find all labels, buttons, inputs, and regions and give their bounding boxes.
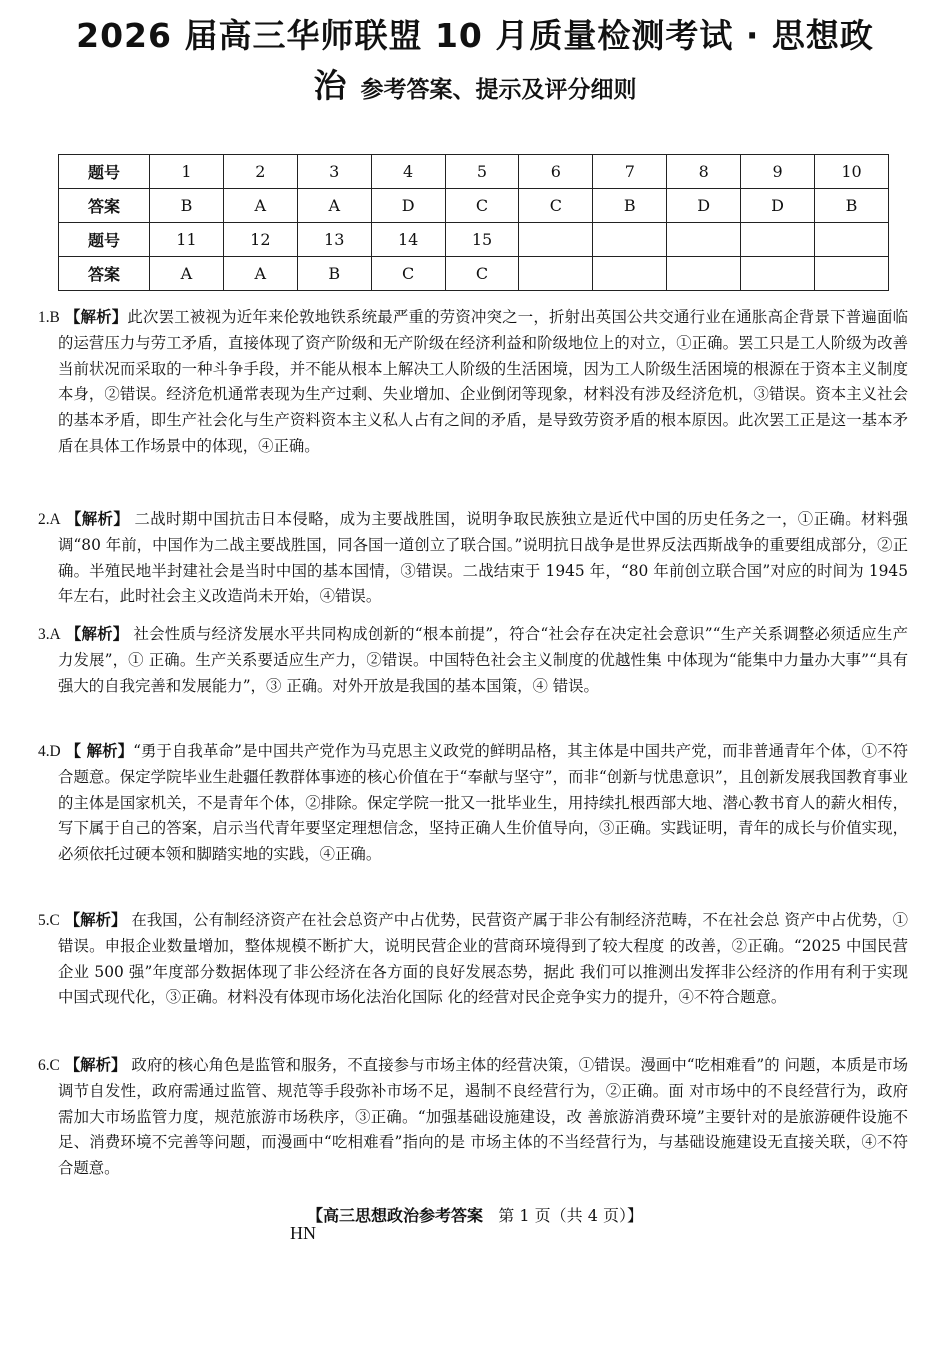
answer-cell: C	[445, 189, 519, 223]
explanation-4	[38, 739, 908, 868]
explanation-text: 政府的核心角色是监管和服务，不直接参与市场主体的经营决策，①错误。漫画中“吃相难看”的 问题，本质是市场调节自发性，政府需通过监管、规范等手段弥补市场不足，遏制不良经营行为，②正确。面 对市场中的不良经营行为，政府需加大市场监管力度，规范旅游市场秩序，③正确。“加强基础设施建设，改 善旅游消费环境”主要针对的是旅游硬件设施不足、消费环境不完善等问题，而漫画中“吃相难看”指向的是 市场主体的不当经营行为，与基础设施建设无直接关联，④不符合题意。	[58, 1056, 908, 1178]
answer-cell: B	[150, 189, 224, 223]
answer-cell	[815, 257, 889, 291]
question-label: 1.B	[38, 309, 60, 326]
explanation-text: 在我国，公有制经济资产在社会总资产中占优势，民营资产属于非公有制经济范畴，不在社会总 资产中占优势，①错误。申报企业数量增加，整体规模不断扩大，说明民营企业的营商环境得到了较大程度 的改善，②正确。“2025 中国民营企业 500 强”年度部分数据体现了非公经济在各方面的良好发展态势，据此 我们可以推测出发挥非公经济的作用有利于实现中国式现代化，③正确。材料没有体现市场化法治化国际 化的经营对民企竞争实力的提升，④不符合题意。	[58, 911, 908, 1007]
question-number	[741, 223, 815, 257]
answer-cell: C	[371, 257, 445, 291]
answer-cell: A	[150, 257, 224, 291]
table-row	[59, 189, 889, 223]
analysis-tag: 【解析】	[64, 911, 127, 929]
row-label: 题号	[59, 155, 150, 189]
analysis-tag: 【 解析】	[65, 742, 134, 760]
table-row	[59, 155, 889, 189]
question-number: 6	[519, 155, 593, 189]
page-title: 2026 届高三华师联盟 10 月质量检测考试 · 思想政	[76, 16, 874, 55]
question-number: 8	[667, 155, 741, 189]
question-label: 4.D	[38, 743, 61, 760]
answer-cell: A	[223, 257, 297, 291]
answer-cell: D	[741, 189, 815, 223]
answer-cell: A	[297, 189, 371, 223]
explanation-text: 二战时期中国抗击日本侵略，成为主要战胜国，说明争取民族独立是近代中国的历史任务之一，①正确。材料强调“80 年前，中国作为二战主要战胜国，同各国一道创立了联合国。”说明抗日战争是世界反法西斯战争的重要组成部分，②正确。半殖民地半封建社会是当时中国的基本国情，③错误。二战结束于 1945 年，“80 年前创立联合国”对应的时间为 1945 年左右，此时社会主义改造尚未开始，④错误。	[58, 510, 908, 606]
footer-label: 【高三思想政治参考答案	[307, 1206, 484, 1225]
question-number: 1	[150, 155, 224, 189]
answer-cell: B	[593, 189, 667, 223]
question-number: 4	[371, 155, 445, 189]
analysis-tag: 【解析】	[65, 510, 130, 528]
answer-cell: B	[297, 257, 371, 291]
question-label: 5.C	[38, 912, 60, 929]
row-label: 答案	[59, 257, 150, 291]
answer-table	[58, 154, 889, 291]
answer-cell	[519, 257, 593, 291]
question-number	[593, 223, 667, 257]
question-number: 13	[297, 223, 371, 257]
question-number: 7	[593, 155, 667, 189]
question-number: 11	[150, 223, 224, 257]
question-number	[667, 223, 741, 257]
question-label: 3.A	[38, 626, 61, 643]
row-label: 题号	[59, 223, 150, 257]
answer-cell: A	[223, 189, 297, 223]
explanation-text: “勇于自我革命”是中国共产党作为马克思主义政党的鲜明品格，其主体是中国共产党，而非普通青年个体，①不符合题意。保定学院毕业生赴疆任教群体事迹的核心价值在于“奉献与坚守”，而非“创新与忧患意识”，且创新发展我国教育事业的主体是国家机关，不是青年个体，②排除。保定学院一批又一批毕业生，用持续扎根西部大地、潜心教书育人的薪火相传，写下属于自己的答案，启示当代青年要坚定理想信念，坚持正确人生价值导向，③正确。实践证明，青年的成长与价值实现，必须依托过硬本领和脚踏实地的实践，④正确。	[58, 742, 908, 864]
explanation-text: 此次罢工被视为近年来伦敦地铁系统最严重的劳资冲突之一，折射出英国公共交通行业在通胀高企背景下普遍面临的运营压力与劳工矛盾，直接体现了资产阶级和无产阶级在经济利益和阶级地位上的对立，①正确。罢工只是工人阶级为改善当前状况而采取的一种斗争手段，并不能从根本上解决工人阶级的生活困境，因为工人阶级生活困境的根源在于资本主义制度本身，②错误。经济危机通常表现为生产过剩、失业增加、企业倒闭等现象，材料没有涉及经济危机，③错误。资本主义社会的基本矛盾，即生产社会化与生产资料资本主义私人占有之间的矛盾，是导致劳资矛盾的根本原因。此次罢工正是这一基本矛盾在具体工作场景中的体现，④正确。	[58, 308, 908, 455]
explanation-5	[38, 908, 908, 1011]
question-label: 6.C	[38, 1057, 60, 1074]
answer-cell: C	[445, 257, 519, 291]
table-row	[59, 223, 889, 257]
answer-cell: B	[815, 189, 889, 223]
answer-cell: D	[371, 189, 445, 223]
question-number	[519, 223, 593, 257]
analysis-tag: 【解析】	[65, 625, 129, 643]
question-number: 10	[815, 155, 889, 189]
question-number: 15	[445, 223, 519, 257]
analysis-tag: 【解析】	[64, 1056, 127, 1074]
question-number: 2	[223, 155, 297, 189]
page-footer	[0, 1204, 950, 1228]
answer-cell	[593, 257, 667, 291]
explanation-3	[38, 622, 908, 699]
question-number: 3	[297, 155, 371, 189]
question-number	[815, 223, 889, 257]
explanation-6	[38, 1053, 908, 1182]
question-number: 5	[445, 155, 519, 189]
explanation-1	[38, 305, 908, 460]
region-code: HN	[290, 1223, 316, 1243]
explanation-2	[38, 507, 908, 610]
answer-cell: D	[667, 189, 741, 223]
row-label: 答案	[59, 189, 150, 223]
answer-cell	[741, 257, 815, 291]
question-label: 2.A	[38, 511, 61, 528]
answer-cell: C	[519, 189, 593, 223]
question-number: 9	[741, 155, 815, 189]
subtitle-text: 参考答案、提示及评分细则	[360, 77, 637, 103]
question-number: 12	[223, 223, 297, 257]
table-row	[59, 257, 889, 291]
question-number: 14	[371, 223, 445, 257]
title-continuation: 治	[313, 66, 347, 105]
analysis-tag: 【解析】	[64, 308, 128, 326]
page-number: 第 1 页（共 4 页）】	[498, 1206, 643, 1225]
explanation-text: 社会性质与经济发展水平共同构成创新的“根本前提”，符合“社会存在决定社会意识”“生产关系调整必须适应生产力发展”，① 正确。生产关系要适应生产力，②错误。中国特色社会主义制度的优越性集 中体现为“能集中力量办大事”“具有强大的自我完善和发展能力”，③ 正确。对外开放是我国的基本国策，④ 错误。	[58, 625, 908, 695]
answer-cell	[667, 257, 741, 291]
page-subtitle	[0, 64, 950, 114]
